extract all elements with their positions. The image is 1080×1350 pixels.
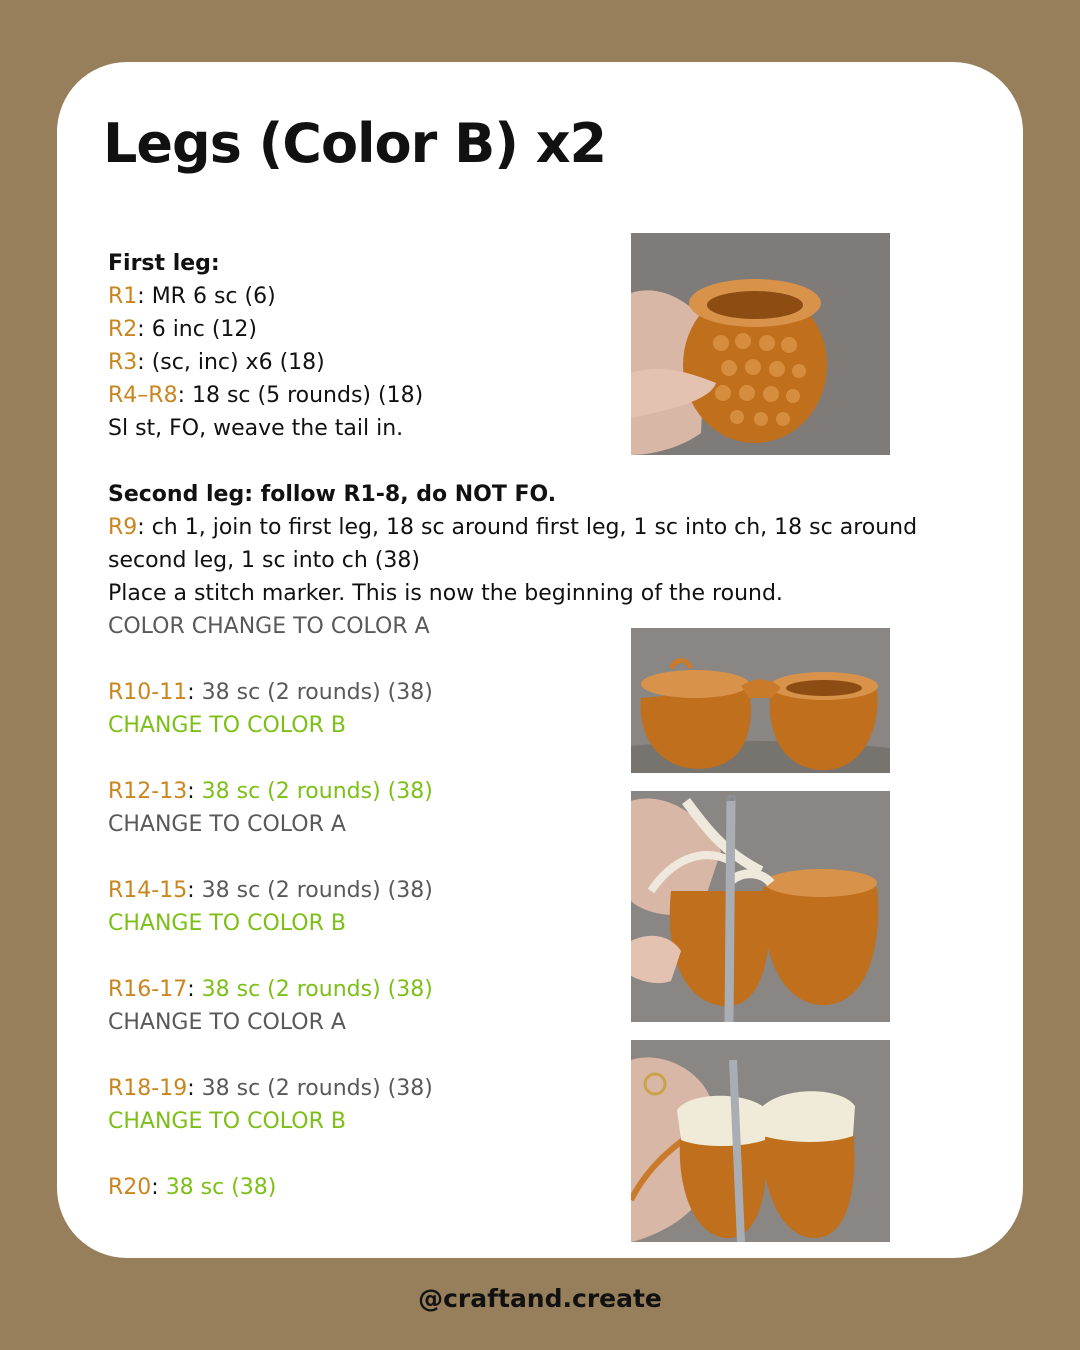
row-separator: : — [187, 977, 202, 1002]
row-text: : (sc, inc) x6 (18) — [137, 350, 325, 375]
row-separator: : — [187, 779, 202, 804]
second-leg-heading: Second leg: follow R1-8, do NOT FO. — [108, 482, 557, 507]
first-leg-heading: First leg: — [108, 251, 220, 276]
row-text: 38 sc (2 rounds) (38) — [201, 680, 433, 705]
change-color-note: CHANGE TO COLOR B — [108, 911, 346, 936]
row-label: R16-17 — [108, 977, 188, 1002]
row-label: R4–R8 — [108, 383, 178, 408]
change-color-note: CHANGE TO COLOR A — [108, 812, 346, 837]
row-label: R20 — [108, 1175, 152, 1200]
color-change-photo — [631, 1040, 890, 1242]
page-title: Legs (Color B) x2 — [103, 112, 607, 175]
two-legs-photo — [631, 628, 890, 773]
row-separator: : — [187, 1076, 202, 1101]
row-label: R18-19 — [108, 1076, 188, 1101]
row-separator: : — [187, 878, 202, 903]
first-leg-finish: Sl st, FO, weave the tail in. — [108, 416, 404, 441]
change-color-note: CHANGE TO COLOR B — [108, 713, 346, 738]
row-label: R2 — [108, 317, 138, 342]
row-text: 38 sc (2 rounds) (38) — [201, 779, 433, 804]
first-leg-photo — [631, 233, 890, 455]
row-label: R12-13 — [108, 779, 188, 804]
row-r9 — [108, 511, 948, 577]
row-text: : 6 inc (12) — [137, 317, 257, 342]
row-label: R14-15 — [108, 878, 188, 903]
row-label: R10-11 — [108, 680, 188, 705]
row-text: 38 sc (38) — [165, 1175, 277, 1200]
row-text: : ch 1, join to first leg, 18 sc around first leg, 1 sc into ch, 18 sc around second leg, 1 sc into ch (38) — [108, 515, 918, 573]
row-text: : MR 6 sc (6) — [137, 284, 276, 309]
joining-legs-photo — [631, 791, 890, 1022]
row-text: : 18 sc (5 rounds) (18) — [177, 383, 424, 408]
row-label: R9 — [108, 515, 138, 540]
row-separator: : — [151, 1175, 166, 1200]
row-separator: : — [187, 680, 202, 705]
social-handle: @craftand.create — [418, 1284, 662, 1313]
row-label: R3 — [108, 350, 138, 375]
change-color-note: CHANGE TO COLOR A — [108, 1010, 346, 1035]
row-label: R1 — [108, 284, 138, 309]
marker-note: Place a stitch marker. This is now the beginning of the round. — [108, 581, 783, 606]
color-change-note: COLOR CHANGE TO COLOR A — [108, 614, 430, 639]
row-text: 38 sc (2 rounds) (38) — [201, 977, 433, 1002]
change-color-note: CHANGE TO COLOR B — [108, 1109, 346, 1134]
row-text: 38 sc (2 rounds) (38) — [201, 1076, 433, 1101]
row-text: 38 sc (2 rounds) (38) — [201, 878, 433, 903]
